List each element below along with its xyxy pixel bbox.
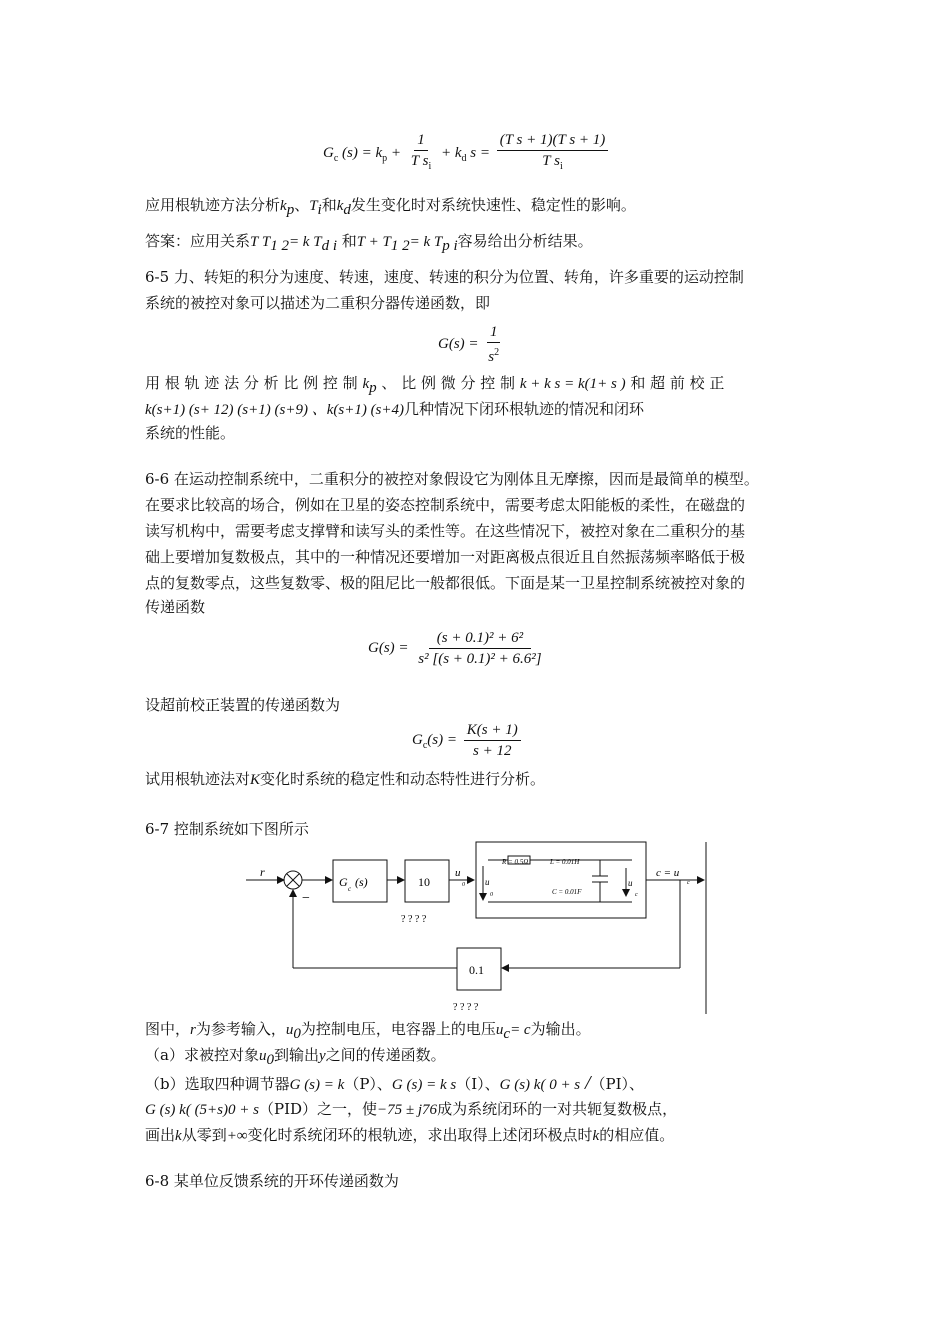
frac-num: 1 (487, 322, 501, 343)
eq-s: s = (470, 144, 490, 161)
text: （PI）、 (590, 1075, 645, 1093)
text: 到输出 (273, 1046, 319, 1064)
var-sub: c (503, 1026, 511, 1042)
eq-lhs: G(s) = (438, 335, 479, 352)
text: 之间的传递函数。 (325, 1046, 446, 1064)
eq-lhs: G (412, 731, 423, 748)
relation: = k T (288, 234, 322, 250)
eq-lhs-sub: c (333, 152, 339, 164)
equation-lead-compensator (412, 720, 524, 761)
var-sub: 0 (266, 1052, 274, 1068)
label-output: c = u (656, 867, 680, 879)
text: 为参考输入， (195, 1020, 286, 1038)
question-b-line1 (145, 1072, 644, 1096)
paragraph-lead-intro: 设超前校正装置的传递函数为 (145, 696, 341, 714)
slash: / (584, 1072, 591, 1094)
text: 图中， (145, 1020, 191, 1038)
var-k: k (362, 376, 370, 392)
text: 发生变化时对系统快速性、稳定性的影响。 (350, 196, 636, 214)
var-y: y (318, 1048, 326, 1064)
var-T: T (309, 198, 318, 214)
frac-den: s + 12 (473, 743, 512, 759)
var-sub: p (286, 202, 295, 218)
frac2-num: (T s + 1)(T s + 1) (497, 130, 609, 151)
plant-block (476, 842, 646, 918)
text: 变化时系统的稳定性和动态特性进行分析。 (260, 770, 546, 788)
expr-i: G (s) = k s (391, 1077, 457, 1093)
question-b-line2 (145, 1098, 677, 1121)
fraction (464, 720, 521, 761)
label-r: r (260, 865, 265, 879)
label-gain: 10 (418, 875, 430, 889)
text: （P）、 (344, 1075, 392, 1093)
label-inductor: L = 0.01H (550, 858, 580, 866)
problem-6-5-line2: 系统的被控对象可以描述为二重积分器传递函数，即 (145, 294, 491, 312)
fraction-pid-product (497, 130, 609, 177)
frac-den (485, 343, 502, 367)
label-u0-inner-sub: 0 (490, 892, 493, 898)
text: 几种情况下闭环根轨迹的情况和闭环 (404, 400, 645, 418)
var-sub: 0 (293, 1026, 301, 1042)
eq-lhs: G(s) = (368, 639, 409, 656)
kp-sub: p (382, 152, 388, 164)
frac-den-text: T s (410, 153, 429, 169)
text: 和 (341, 232, 357, 250)
problem-6-6-line2: 在要求比较高的场合，例如在卫星的姿态控制系统中，需要考虑太阳能板的柔性，在磁盘的 (145, 496, 746, 514)
problem-6-5-line3 (145, 372, 724, 399)
problem-6-7-title: 6-7 控制系统如下图所示 (145, 820, 309, 838)
expr-pi: G (s) k( 0 + s (499, 1077, 581, 1093)
label-qmarks2: ? ? ? ? (453, 1002, 479, 1013)
frac2-den-sub: i (559, 161, 563, 172)
frac-den-sub: i (428, 161, 432, 172)
label-feedback: 0.1 (469, 963, 484, 977)
text: 画出 (145, 1126, 176, 1144)
text: 和 (321, 196, 337, 214)
text: 为输出。 (530, 1020, 591, 1038)
label-uc: u (628, 878, 633, 888)
problem-6-6-line3: 读写机构中，需要考虑支撑臂和读写头的柔性等。在这些情况下，被控对象在二重积分的基 (145, 522, 746, 540)
expr-pid: G (s) k( (5+s)0 + s (145, 1102, 259, 1118)
expr-pole: −75 ± j76 (377, 1102, 438, 1118)
text: （PID）之一，使 (258, 1100, 378, 1118)
var-k: k (592, 1128, 600, 1144)
label-gc: G (339, 875, 348, 889)
label-uc-sub: c (635, 892, 638, 898)
equation-satellite-plant (368, 628, 548, 669)
fraction (485, 322, 502, 367)
problem-6-5-line5: 系统的性能。 (145, 424, 236, 442)
problem-6-5-line4 (145, 398, 644, 421)
problem-6-8-title: 6-8 某单位反馈系统的开环传递函数为 (145, 1172, 399, 1190)
label-u0: u (455, 867, 461, 879)
var-uc: u (495, 1022, 504, 1038)
var-k: k (280, 198, 287, 214)
frac-num: (s + 0.1)² + 6² (429, 628, 531, 649)
eq-lhs-rest: (s) = (427, 731, 457, 748)
expr-inf: +∞ (226, 1128, 248, 1144)
text: 、 (294, 196, 310, 214)
text: 成为系统闭环的一对共轭复数极点， (437, 1100, 678, 1118)
text: 用 根 轨 迹 法 分 析 比 例 控 制 (145, 374, 358, 392)
paragraph-answer (145, 230, 593, 257)
eq-plus: + (390, 144, 402, 161)
var-r: r (190, 1022, 196, 1038)
problem-6-5-line1: 6-5 力、转矩的积分为速度、转速，速度、转速的积分为位置、转角，许多重要的运动控制 (145, 268, 744, 286)
var-sub: d (343, 202, 351, 218)
frac-den (408, 151, 434, 177)
paragraph-figure-desc (145, 1018, 591, 1045)
equation-pid-controller (323, 130, 611, 177)
text: 、 比 例 微 分 控 制 (381, 374, 516, 392)
label-u0-sub: 0 (462, 882, 465, 888)
text: （b）选取四种调节器 (145, 1075, 290, 1093)
question-b-line3 (145, 1124, 674, 1147)
var-k: k (336, 198, 344, 214)
text: 的相应值。 (599, 1126, 675, 1144)
label-gc-rest: (s) (355, 875, 368, 889)
expr-lead: k(s+1) (s+ 12) (s+1) (s+9) 、k(s+1) (s+4) (145, 402, 405, 418)
text: 从零到 (181, 1126, 227, 1144)
expr-pd: k + k s = k(1+ s ) (519, 376, 626, 392)
label-gc-sub: c (348, 885, 352, 893)
eq-lhs-sub: c (422, 739, 428, 751)
text: 试用根轨迹法对 (145, 770, 251, 788)
text: （I）、 (456, 1075, 500, 1093)
problem-6-6-line4: 础上要增加复数极点，其中的一种情况还要增加一对距离极点很近且自然振荡频率略低于极 (145, 548, 746, 566)
text: 容易给出分析结果。 (457, 232, 593, 250)
text: 变化时系统闭环的根轨迹，求出取得上述闭环极点时 (247, 1126, 593, 1144)
frac-den-text: s (488, 349, 495, 365)
var-sub: 1 2 (390, 238, 410, 254)
text: 应用根轨迹方法分析 (145, 196, 281, 214)
equation-double-integrator (438, 322, 505, 367)
text: 和 超 前 校 正 (630, 374, 725, 392)
label-minus: − (302, 891, 310, 906)
expr: = c (510, 1022, 531, 1038)
var-k: k (175, 1128, 182, 1144)
text: 答案：应用关系 (145, 232, 251, 250)
block-diagram (240, 838, 720, 1018)
var-u: u (258, 1048, 267, 1064)
eq-lhs-rest: (s) = k (342, 144, 383, 161)
frac-num: 1 (414, 130, 428, 151)
eq-lhs: G (323, 144, 334, 161)
var-sub: p i (442, 238, 458, 254)
paragraph-analysis (145, 194, 636, 221)
label-qmarks1: ? ? ? ? (401, 914, 427, 925)
frac-num: K(s + 1) (464, 720, 521, 741)
fraction (415, 628, 544, 669)
problem-6-6-line5: 点的复数零点，这些复数零、极的阻尼比一般都很低。下面是某一卫星控制系统被控对象的 (145, 574, 746, 592)
frac-den: s² [(s + 0.1)² + 6.6²] (418, 651, 542, 667)
eq-plus-kd: + k (440, 144, 462, 161)
expr-p: G (s) = k (289, 1077, 345, 1093)
kd-sub: d (461, 152, 467, 164)
relation: T T (250, 234, 271, 250)
text: （a）求被控对象 (145, 1046, 259, 1064)
var-sub: i (317, 202, 322, 218)
relation: = k T (409, 234, 443, 250)
var-sub: d i (321, 238, 337, 254)
problem-6-6-line6: 传递函数 (145, 598, 206, 616)
label-u0-inner: u (485, 877, 490, 887)
var-K: K (250, 772, 261, 788)
label-capacitor: C = 0.01F (552, 888, 582, 896)
text: 为控制电压，电容器上的电压 (300, 1020, 496, 1038)
frac2-den (539, 151, 565, 177)
frac-den-sup: 2 (494, 347, 500, 358)
var-sub: 1 2 (270, 238, 289, 254)
var-u: u (285, 1022, 294, 1038)
label-resistor: R = 0.5Ω (502, 858, 529, 866)
question-a (145, 1044, 446, 1071)
fraction-integral (408, 130, 434, 177)
problem-6-6-line1: 6-6 在运动控制系统中，二重积分的被控对象假设它为刚体且无摩擦，因而是最简单的模型。 (145, 470, 759, 488)
frac2-den-text: T s (542, 153, 560, 169)
paragraph-task (145, 768, 545, 791)
relation: T + T (356, 234, 391, 250)
label-output-sub: c (687, 880, 690, 886)
var-sub: p (369, 380, 377, 396)
